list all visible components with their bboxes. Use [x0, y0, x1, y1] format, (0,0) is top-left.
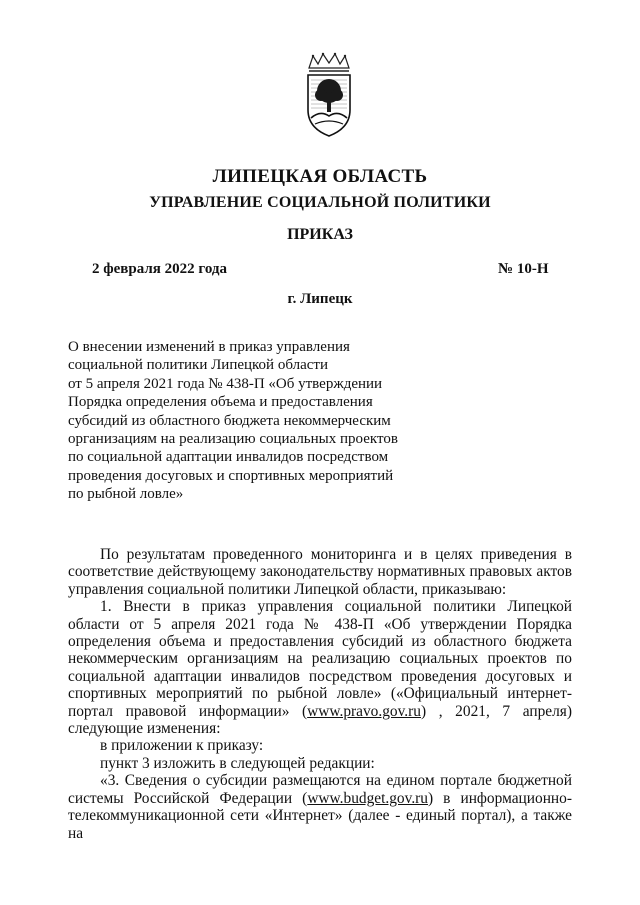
item-1-text-end: ) , 2021, 7 апреля) следующие изменения: — [68, 702, 573, 738]
item-1-text: 1. Внести в приказ управления социальной политики Липецкой области от 5 апреля 2021 года № 438-П «Об утверждении Порядка определения объема и предоставления субсидий из областного бюджета некоммерческим организациям на реализацию социальных проектов по социальной адаптации инвалидов посредством проведения досуговых и спортивных мероприятий по рыбной ловле» («Официальный интернет-портал правовой информации» ( — [68, 598, 572, 720]
subject-line: от 5 апреля 2021 года № 438-П «Об утверждении — [68, 375, 383, 392]
preamble-paragraph: По результатам проведенного мониторинга и в целях приведения в соответствие действующему законодательству нормативных правовых актов управления социальной политики Липецкой области, приказываю: — [68, 546, 572, 598]
document-date: 2 февраля 2022 года — [92, 261, 227, 277]
subject-line: организациям на реализацию социальных проектов — [68, 431, 398, 448]
budget-link[interactable]: www.budget.gov.ru — [307, 789, 428, 807]
department-title: УПРАВЛЕНИЕ СОЦИАЛЬНОЙ ПОЛИТИКИ — [149, 194, 491, 211]
item-1-paragraph — [68, 598, 572, 737]
quote-text: «3. Сведения о субсидии размещаются на едином портале бюджетной системы Российской Федерации ( — [68, 772, 572, 807]
document-city: г. Липецк — [287, 291, 353, 307]
document-type: ПРИКАЗ — [287, 226, 353, 243]
quote-paragraph — [68, 772, 572, 842]
subject-line: по рыбной ловле» — [68, 486, 184, 503]
lipetsk-coat-of-arms-icon — [303, 52, 355, 138]
subject-line: О внесении изменений в приказ управления — [68, 339, 350, 355]
pravo-link[interactable]: www.pravo.gov.ru — [307, 702, 421, 720]
subject-line: проведения досуговых и спортивных мероприятий — [68, 467, 394, 484]
appendix-paragraph: в приложении к приказу: — [100, 737, 264, 755]
document-subject — [68, 338, 408, 504]
document-body — [68, 546, 572, 842]
subject-line: социальной политики Липецкой области — [68, 357, 328, 374]
point-3-paragraph: пункт 3 изложить в следующей редакции: — [100, 754, 375, 772]
subject-line: Порядка определения объема и предоставления — [68, 394, 373, 411]
document-number: № 10-Н — [498, 261, 549, 277]
subject-line: субсидий из областного бюджета некоммерческим — [68, 412, 391, 429]
subject-line: по социальной адаптации инвалидов посредством — [68, 449, 389, 466]
quote-text-end: ) в информационно-телекоммуникационной сети «Интернет» (далее - единый портал), а также на — [68, 789, 572, 842]
region-title: ЛИПЕЦКАЯ ОБЛАСТЬ — [212, 166, 428, 187]
